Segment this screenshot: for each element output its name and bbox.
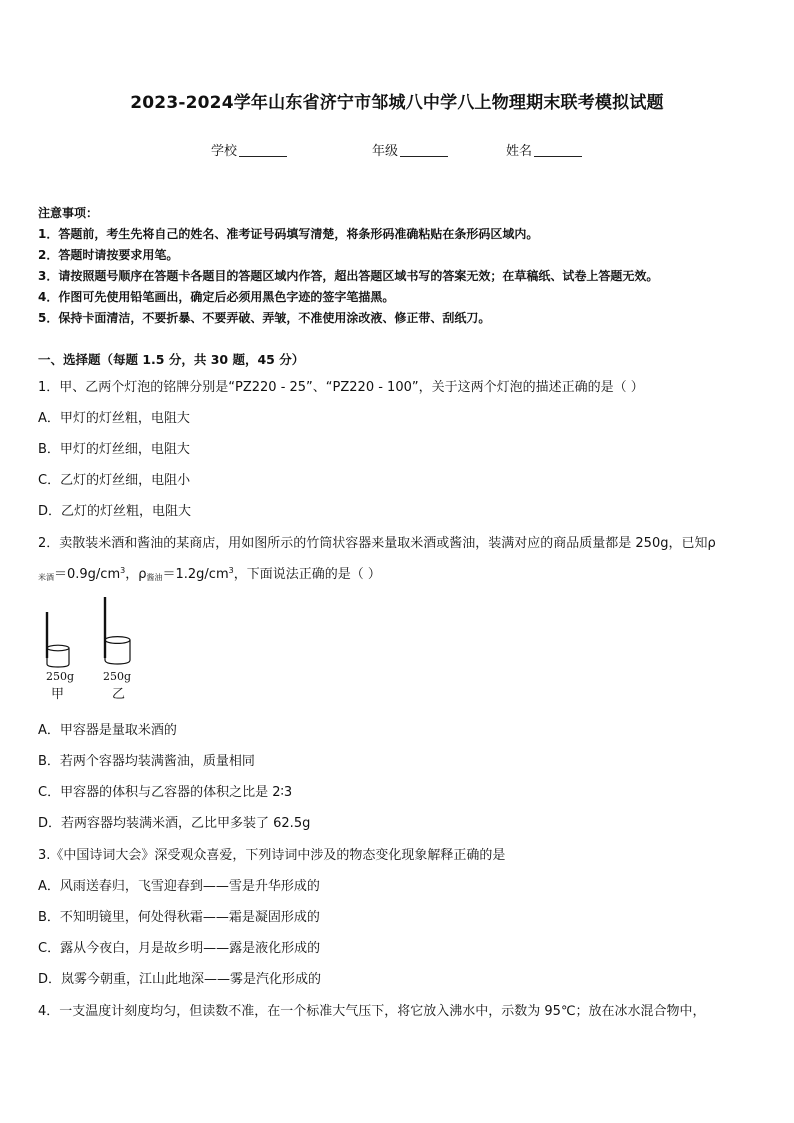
cup-jia-rim <box>47 645 69 651</box>
notice-heading: 注意事项： <box>38 206 99 220</box>
page-title: 2023-2024学年山东省济宁市邹城八中学八上物理期末联考模拟试题 <box>130 93 664 113</box>
q3-option-b: B．不知明镜里，何处得秋霜——霜是凝固形成的 <box>38 910 320 925</box>
school-label: 学校 <box>211 144 238 159</box>
q1-option-d: D．乙灯的灯丝粗，电阻大 <box>38 504 192 519</box>
q2-option-d: D．若两容器均装满米酒，乙比甲多装了 62.5g <box>38 816 311 831</box>
question-1-stem: 1．甲、乙两个灯泡的铭牌分别是“PZ220 - 25”、“PZ220 - 100”，关于这两个灯泡的描述正确的是（ ） <box>38 380 644 395</box>
notice-item: 5．保持卡面清洁，不要折暴、不要弄破、弄皱，不准使用涂改液、修正带、刮纸刀。 <box>38 311 491 325</box>
name-blank <box>534 144 582 157</box>
section-heading: 一、选择题（每题 1.5 分，共 30 题，45 分） <box>38 352 305 367</box>
school-blank <box>239 144 287 157</box>
name-label: 姓名 <box>506 144 533 159</box>
cup-yi-rim <box>105 637 130 644</box>
subscript-rice-wine: 米酒 <box>38 573 54 582</box>
notice-item: 1．答题前，考生先将自己的姓名、准考证号码填写清楚，将条形码准确粘贴在条形码区域内。 <box>38 227 539 241</box>
question-4-stem: 4．一支温度计刻度均匀，但读数不准，在一个标准大气压下，将它放入沸水中，示数为 95℃；放在冰水混合物中， <box>38 1004 706 1019</box>
grade-blank <box>400 144 448 157</box>
grade-field <box>372 140 448 159</box>
subscript-soy-sauce: 酱油 <box>146 573 163 582</box>
notice-item: 2．答题时请按要求用笔。 <box>38 248 179 262</box>
mass-label-yi: 250g <box>103 670 132 683</box>
question-2-stem-line2 <box>38 563 381 583</box>
grade-label: 年级 <box>372 144 399 159</box>
q2-option-b: B．若两个容器均装满酱油，质量相同 <box>38 754 255 769</box>
name-field <box>506 140 582 159</box>
mass-label-jia: 250g <box>46 670 75 683</box>
container-figure <box>36 594 156 704</box>
q2-option-c: C．甲容器的体积与乙容器的体积之比是 2∶3 <box>38 785 293 800</box>
notice-item: 4．作图可先使用铅笔画出，确定后必须用黑色字迹的签字笔描黑。 <box>38 290 395 304</box>
container-label-yi: 乙 <box>112 687 126 702</box>
question-2-stem: 2．卖散装米酒和酱油的某商店，用如图所示的竹筒状容器来量取米酒或酱油，装满对应的商品质量都是 250g，已知ρ <box>38 536 716 551</box>
superscript: 3 <box>228 566 234 575</box>
q3-option-a: A．风雨送春归，飞雪迎春到——雪是升华形成的 <box>38 879 320 894</box>
q3-option-d: D．岚雾今朝重，江山此地深——雾是汽化形成的 <box>38 972 322 987</box>
density-soy-sauce: ＝1.2g/cm <box>162 567 229 582</box>
rho-symbol: ，ρ <box>125 567 147 582</box>
container-label-jia: 甲 <box>51 687 65 702</box>
q1-option-c: C．乙灯的灯丝细，电阻小 <box>38 473 191 488</box>
notice-item: 3．请按照题号顺序在答题卡各题目的答题区域内作答，超出答题区域书写的答案无效；在草稿纸、试卷上答题无效。 <box>38 269 659 283</box>
question-3-stem: 3.《中国诗词大会》深受观众喜爱，下列诗词中涉及的物态变化现象解释正确的是 <box>38 848 506 863</box>
density-rice-wine: ＝0.9g/cm <box>54 567 121 582</box>
superscript: 3 <box>120 566 126 575</box>
q2-option-a: A．甲容器是量取米酒的 <box>38 723 177 738</box>
school-field <box>211 140 287 159</box>
q1-option-b: B．甲灯的灯丝细，电阻大 <box>38 442 190 457</box>
q3-option-c: C．露从今夜白，月是故乡明——露是液化形成的 <box>38 941 321 956</box>
question-2-tail: ，下面说法正确的是（ ） <box>233 567 381 582</box>
q1-option-a: A．甲灯的灯丝粗，电阻大 <box>38 411 190 426</box>
